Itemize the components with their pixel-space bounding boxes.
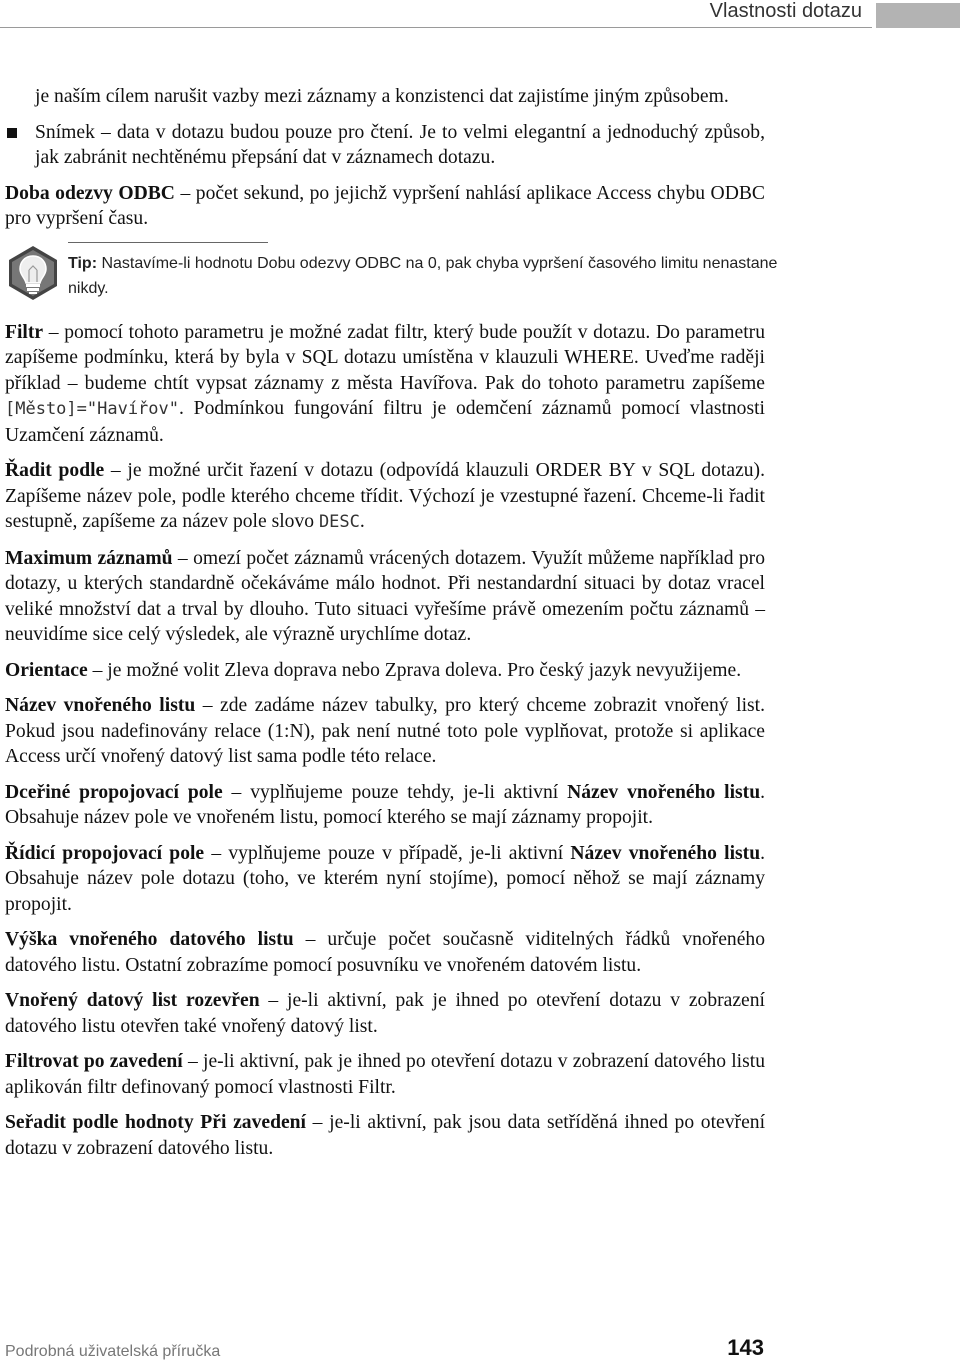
orientation-paragraph: Orientace – je možné volit Zleva doprava nebo Zprava doleva. Pro český jazyk nevyužijeme. xyxy=(5,659,742,681)
subdatasheet-height-paragraph: Výška vnořeného datového listu – určuje počet současně viditelných řádků vnořeného datového listu. Ostatní zobrazíme pomocí posuvníku ve vnořeném datovém listu. xyxy=(5,929,765,976)
tip-box xyxy=(5,242,778,306)
max-records-paragraph: Maximum záznamů – omezí počet záznamů vrácených dotazem. Využít můžeme například pro dotazy, u kterých standardně očekáváme málo hodnot. Při nestandardní situaci by dotaz vracel veliké množství dat a trval by dlouho. Tuto situaci vyřešíme právě omezením počtu záznamů – neuvidíme sice celý výsledek, ale výrazně urychlíme dotaz. xyxy=(5,547,765,645)
bullet-snapshot xyxy=(5,120,765,171)
footer-book-title: Podrobná uživatelská příručka xyxy=(5,1343,221,1360)
code-snippet: [Město]="Havířov" xyxy=(5,399,179,419)
term: Vnořený datový list rozevřen xyxy=(5,990,260,1011)
master-fields-paragraph: Řídicí propojovací pole – vyplňujeme pouze v případě, je-li aktivní Název vnořeného listu. Obsahuje název pole dotazu (toho, ve kterém nyní stojíme), pomocí něhož se mají záznamy propojit. xyxy=(5,842,765,915)
intro-continuation: je naším cílem narušit vazby mezi záznamy a konzistenci dat zajistíme jiným způsobem. xyxy=(35,86,729,107)
header-tab-block xyxy=(876,3,960,28)
child-fields-paragraph: Dceřiné propojovací pole – vyplňujeme pouze tehdy, je-li aktivní Název vnořeného listu. Obsahuje název pole ve vnořeném listu, pomocí kterého se mají záznamy propojit. xyxy=(5,781,765,828)
term-reference: Název vnořeného listu xyxy=(570,842,761,864)
term: Řídicí propojovací pole xyxy=(5,842,205,864)
bullet-snapshot-text: Snímek – data v dotazu budou pouze pro čtení. Je to velmi elegantní a jednoduchý způsob, jak zabránit nechtěnému přepsání dat v záznamech dotazu. xyxy=(35,121,765,168)
term: Filtrovat po zavedení xyxy=(5,1051,183,1072)
order-by-on-load-paragraph: Seřadit podle hodnoty Při zavedení – je-li aktivní, pak jsou data setříděná ihned po otevření dotazu v zobrazení datového listu. xyxy=(5,1112,766,1159)
running-title: Vlastnosti dotazu xyxy=(709,0,862,22)
term: Maximum záznamů xyxy=(5,547,173,569)
subdatasheet-name-paragraph: Název vnořeného listu – zde zadáme název tabulky, pro který chceme zobrazit vnořený list. Pokud jsou nadefinovány relace (1:N), pak není nutné toto pole vyplňovat, protože si aplikace Access určí vnořený datový list sama podle této relace. xyxy=(5,695,765,767)
odbc-timeout-paragraph: Doba odezvy ODBC – počet sekund, po jejichž vypršení nahlásí aplikace Access chybu ODBC pro vypršení času. xyxy=(5,182,765,229)
term: Seřadit podle hodnoty Při zavedení xyxy=(5,1112,307,1133)
term: Řadit podle xyxy=(5,460,105,481)
page-content xyxy=(5,84,778,1171)
term: Filtr xyxy=(5,321,44,343)
term: Dceřiné propojovací pole xyxy=(5,781,223,803)
term: Orientace xyxy=(5,659,88,681)
filter-on-load-paragraph: Filtrovat po zavedení – je-li aktivní, pak je ihned po otevření dotazu v zobrazení datového listu aplikován filtr definovaný pomocí vlastnosti Filtr. xyxy=(5,1051,765,1098)
term: Název vnořeného listu xyxy=(5,695,196,716)
bullet-square-icon xyxy=(7,128,17,138)
header-rule xyxy=(0,27,872,28)
page-header xyxy=(0,0,960,30)
filter-paragraph: Filtr – pomocí tohoto parametru je možné zadat filtr, který bude použít v dotazu. Do parametru zapíšeme podmínku, která by byla v SQL dotazu umístěna v klauzuli WHERE. Uveďme raději příklad – budeme chtít vypsat záznamy z města Havířova. Pak do tohoto parametru zapíšeme [Město]="Havířov". Podmínkou fungování filtru je odemčení záznamů pomocí vlastnosti Uzamčení záznamů. xyxy=(5,321,765,446)
tip-rule xyxy=(68,242,268,243)
page-number: 143 xyxy=(727,1335,764,1360)
lightbulb-icon xyxy=(5,244,61,300)
tip-text: Tip: Nastavíme-li hodnotu Dobu odezvy ODBC na 0, pak chyba vypršení časového limitu nenastane nikdy. xyxy=(68,254,778,297)
subdatasheet-expanded-paragraph: Vnořený datový list rozevřen – je-li aktivní, pak je ihned po otevření dotazu v zobrazení datového listu otevřen také vnořený datový list. xyxy=(5,990,765,1037)
term: Výška vnořeného datového listu xyxy=(5,929,294,950)
code-snippet: DESC xyxy=(318,512,360,532)
term: Doba odezvy ODBC xyxy=(5,182,175,204)
sort-paragraph: Řadit podle – je možné určit řazení v dotazu (odpovídá klauzuli ORDER BY v SQL dotazu). Zapíšeme název pole, podle kterého chceme třídit. Výchozí je vzestupné řazení. Chceme-li řadit sestupně, zapíšeme za název pole slovo DESC. xyxy=(5,460,765,532)
term-reference: Název vnořeného listu xyxy=(567,781,761,803)
